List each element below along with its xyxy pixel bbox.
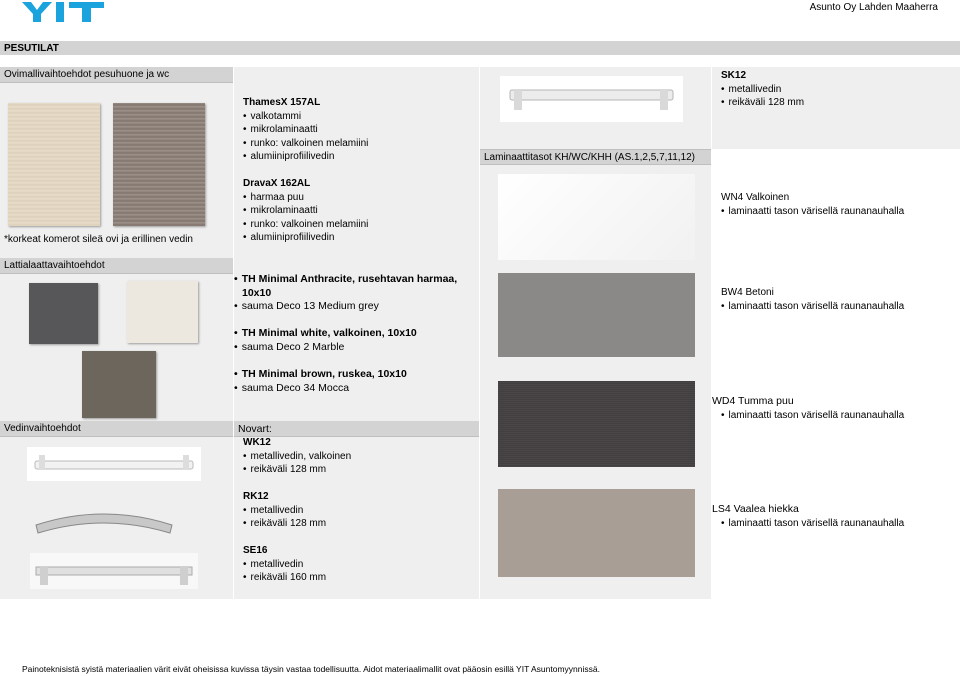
laminate-wd4-name: WD4 Tumma puu: [712, 395, 794, 407]
handle-image-se16: [30, 553, 198, 589]
door-swatch-valkotammi: [8, 103, 100, 226]
company-name: Asunto Oy Lahden Maaherra: [809, 2, 938, 13]
door-dravax-line: • mikrolaminaatti: [243, 204, 368, 218]
handle-se16-name: SE16: [243, 545, 268, 556]
handle-sk12-line: • reikäväli 128 mm: [721, 96, 804, 110]
doors-note: *korkeat komerot sileä ovi ja erillinen vedin: [4, 234, 193, 245]
tile-anthracite-info: [234, 273, 457, 314]
door-thamesx-info: [243, 96, 368, 164]
laminate-wn4-name: WN4 Valkoinen: [721, 192, 790, 203]
handle-wk12-info: [243, 436, 351, 477]
handle-image-rk12: [30, 495, 178, 541]
laminate-wn4-info: [721, 191, 904, 218]
door-swatch-harmaa-puu: [113, 103, 205, 226]
laminate-wn4-line: • laminaatti tason värisellä raunanauhalla: [721, 205, 904, 219]
handle-se16-line: • reikäväli 160 mm: [243, 571, 326, 585]
door-thamesx-line: • valkotammi: [243, 110, 368, 124]
laminate-wd4-info: [712, 395, 904, 422]
footer-disclaimer: Painoteknisistä syistä materiaalien värit eivät oheisissa kuvissa täysin vastaa todellisuutta. Aidot materiaalimallit ovat pääosin esillä YIT Asuntomyynnissä.: [22, 664, 600, 674]
handle-wk12-line: • metallivedin, valkoinen: [243, 450, 351, 464]
tile-white-name: • TH Minimal white, valkoinen, 10x10: [234, 327, 417, 341]
tile-swatch-white: [127, 281, 198, 343]
door-dravax-line: • harmaa puu: [243, 191, 368, 205]
handles-brand: Novart:: [234, 421, 479, 437]
door-dravax-line: • runko: valkoinen melamiini: [243, 218, 368, 232]
tile-white-info: [234, 327, 417, 354]
doors-header: Ovimallivaihtoehdot pesuhuone ja wc: [0, 67, 233, 83]
laminate-ls4-info: [712, 503, 904, 530]
yit-logo: [22, 2, 104, 22]
tile-brown-grout: • sauma Deco 34 Mocca: [234, 382, 407, 396]
door-dravax-info: [243, 177, 368, 245]
handle-wk12-line: • reikäväli 128 mm: [243, 463, 351, 477]
laminate-bw4-info: [721, 286, 904, 313]
tile-brown-name: • TH Minimal brown, ruskea, 10x10: [234, 368, 407, 382]
handle-image-wk12: [27, 447, 201, 481]
handles-header: Vedinvaihtoehdot: [0, 421, 233, 437]
laminate-bw4-line: • laminaatti tason värisellä raunanauhalla: [721, 300, 904, 314]
tile-anthracite-name: • TH Minimal Anthracite, rusehtavan harmaa,: [234, 273, 457, 287]
door-thamesx-line: • alumiiniprofiilivedin: [243, 150, 368, 164]
handle-sk12-info: [721, 69, 804, 110]
door-thamesx-name: ThamesX 157AL: [243, 97, 321, 108]
tile-swatch-anthracite: [29, 283, 98, 344]
tile-swatch-brown: [82, 351, 156, 418]
handle-rk12-info: [243, 490, 326, 531]
door-dravax-line: • alumiiniprofiilivedin: [243, 231, 368, 245]
handle-image-sk12: [500, 76, 683, 122]
door-dravax-name: DravaX 162AL: [243, 178, 311, 189]
tile-anthracite-size: 10x10: [242, 286, 272, 299]
laminate-swatch-wn4: [498, 174, 695, 260]
tile-anthracite-grout: • sauma Deco 13 Medium grey: [234, 300, 457, 314]
handle-rk12-line: • metallivedin: [243, 504, 326, 518]
section-bar: PESUTILAT: [0, 41, 960, 55]
tiles-header: Lattialaattavaihtoehdot: [0, 258, 233, 274]
handle-sk12-line: • metallivedin: [721, 83, 804, 97]
laminate-ls4-line: • laminaatti tason värisellä raunanauhalla: [712, 517, 904, 531]
laminate-swatch-ls4: [498, 489, 695, 577]
laminate-header: Laminaattitasot KH/WC/KHH (AS.1,2,5,7,11,12): [480, 149, 711, 165]
laminate-bw4-name: BW4 Betoni: [721, 287, 774, 298]
laminate-swatch-bw4: [498, 273, 695, 357]
laminate-ls4-name: LS4 Vaalea hiekka: [712, 503, 799, 515]
tile-white-grout: • sauma Deco 2 Marble: [234, 341, 417, 355]
handle-se16-info: [243, 544, 326, 585]
laminate-wd4-line: • laminaatti tason värisellä raunanauhalla: [712, 409, 904, 423]
handle-rk12-line: • reikäväli 128 mm: [243, 517, 326, 531]
handle-sk12-name: SK12: [721, 70, 747, 81]
handle-rk12-name: RK12: [243, 491, 269, 502]
door-thamesx-line: • runko: valkoinen melamiini: [243, 137, 368, 151]
tile-brown-info: [234, 368, 407, 395]
door-thamesx-line: • mikrolaminaatti: [243, 123, 368, 137]
handle-wk12-name: WK12: [243, 437, 271, 448]
laminate-swatch-wd4: [498, 381, 695, 467]
handle-se16-line: • metallivedin: [243, 558, 326, 572]
